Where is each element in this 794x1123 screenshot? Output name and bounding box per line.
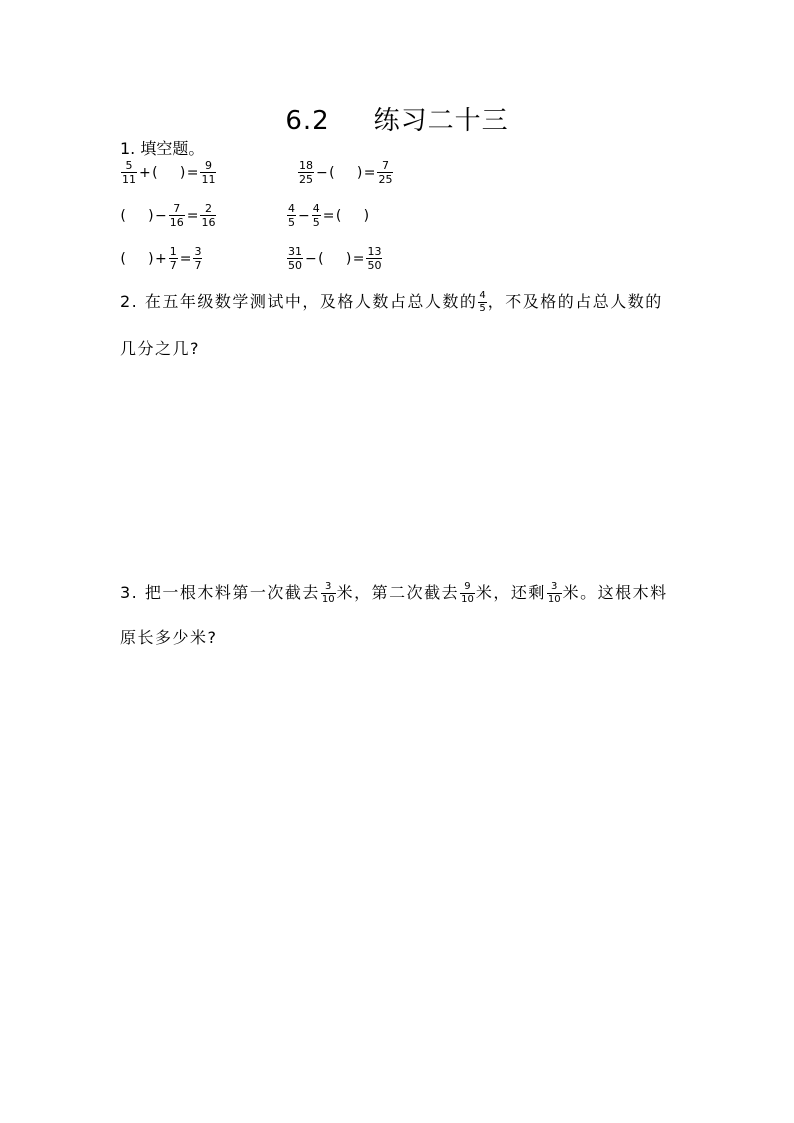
answer-blank[interactable]: ( ): [329, 164, 363, 181]
question-3-line-2: 原长多少米?: [120, 628, 218, 647]
section-title: 练习二十三: [373, 106, 509, 136]
question-2-line-2: 几分之几?: [120, 339, 200, 358]
question-1-label: 1. 填空题。: [120, 139, 205, 158]
answer-blank[interactable]: ( ): [152, 164, 186, 181]
fraction: $\frac{4}{5}$: [288, 202, 295, 229]
answer-blank[interactable]: ( ): [318, 250, 352, 267]
fraction: $\frac{5}{11}$: [122, 159, 136, 186]
page-title: [0, 100, 794, 137]
fraction: $\frac{18}{25}$: [299, 159, 313, 186]
fraction: $\frac{4}{5}$: [479, 290, 486, 314]
fraction: $\frac{31}{50}$: [288, 245, 302, 272]
fraction: $\frac{3}{10}$: [547, 581, 561, 605]
fraction: $\frac{7}{25}$: [378, 159, 393, 186]
fraction: $\frac{3}{10}$: [321, 581, 335, 605]
equation-3b: $\frac{31}{50}$ − ( ) = $\frac{13}{50}$: [288, 245, 382, 272]
answer-blank[interactable]: ( ): [120, 250, 154, 267]
answer-blank[interactable]: ( ): [120, 207, 154, 224]
fraction: $\frac{1}{7}$: [169, 245, 177, 272]
fraction: $\frac{9}{10}$: [461, 581, 474, 605]
fraction: $\frac{13}{50}$: [367, 245, 382, 272]
section-number: 6.2: [285, 106, 330, 136]
equation-1a: $\frac{5}{11}$ + ( ) = $\frac{9}{11}$: [122, 159, 216, 186]
fraction: $\frac{9}{11}$: [201, 159, 216, 186]
answer-blank[interactable]: ( ): [335, 207, 370, 224]
question-2-line-1: 2. 在五年级数学测试中，及格人数占总人数的 $\frac{4}{5}$ ，不及格的占总人数的: [120, 290, 663, 314]
equation-2a: ( ) − $\frac{7}{16}$ = $\frac{2}{16}$: [120, 202, 216, 229]
equation-3a: ( ) + $\frac{1}{7}$ = $\frac{3}{7}$: [120, 245, 202, 272]
equation-1b: $\frac{18}{25}$ − ( ) = $\frac{7}{25}$: [299, 159, 393, 186]
fraction: $\frac{4}{5}$: [312, 202, 320, 229]
fraction: $\frac{2}{16}$: [201, 202, 216, 229]
question-3-line-1: 3. 把一根木料第一次截去 $\frac{3}{10}$ 米，第二次截去 $\frac{9}{10}$ 米，还剩 $\frac{3}{10}$ 米。这根木料: [120, 581, 668, 605]
equation-2b: $\frac{4}{5}$ − $\frac{4}{5}$ = ( ): [288, 202, 370, 229]
fraction: $\frac{3}{7}$: [194, 245, 202, 272]
fraction: $\frac{7}{16}$: [169, 202, 184, 229]
